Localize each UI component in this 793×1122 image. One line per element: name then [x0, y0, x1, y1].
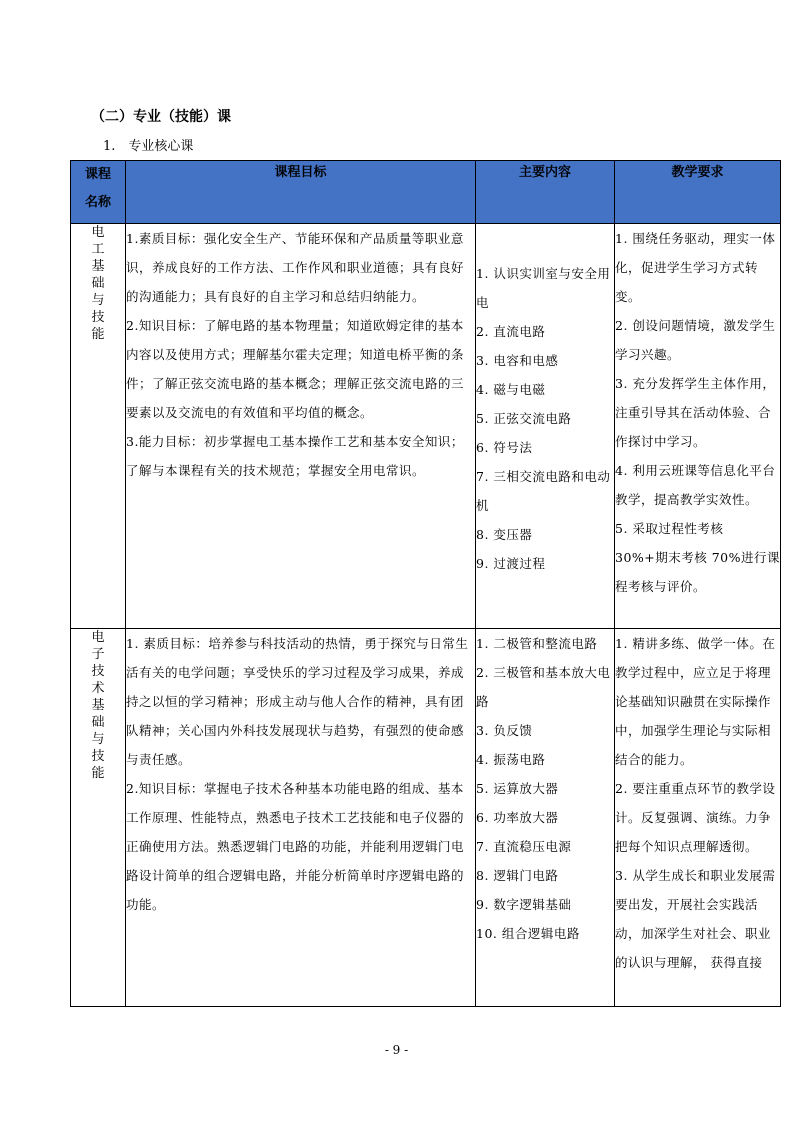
goal-paragraph: 2.知识目标：了解电路的基本物理量；知道欧姆定律的基本内容以及使用方式；理解基尔霍夫定理；知道电桥平衡的条件；了解正弦交流电路的基本概念；理解正弦交流电路的三要素以及交流电的有效值和平均值的概念。	[126, 318, 465, 420]
page-number: - 9 -	[384, 1043, 409, 1057]
content-item: 5. 正弦交流电路	[476, 411, 572, 426]
content-item: 8. 变压器	[476, 527, 533, 542]
content-item: 6. 符号法	[476, 440, 533, 455]
course-name-char: 电	[91, 225, 105, 240]
content-item: 2. 三极管和基本放大电路	[476, 665, 611, 709]
course-name-char: 技	[91, 749, 105, 764]
goal-paragraph: 3.能力目标：初步掌握电工基本操作工艺和基本安全知识；了解与本课程有关的技术规范；掌握安全用电常识。	[126, 434, 464, 478]
course-name-char: 技	[91, 310, 105, 325]
course-name-cell	[71, 629, 126, 1007]
content-item: 4. 振荡电路	[476, 752, 546, 767]
content-item: 9. 数字逻辑基础	[476, 897, 572, 912]
requirement-item: 5. 采取过程性考核 30%+期末考核 70%进行课程考核与评价。	[615, 521, 781, 594]
course-name-char: 与	[91, 732, 105, 747]
requirement-item: 4. 利用云班课等信息化平台教学，提高教学实效性。	[615, 463, 776, 507]
content-item: 1. 认识实训室与安全用电	[476, 266, 611, 310]
course-name-char: 能	[91, 766, 105, 781]
course-name-char: 电	[91, 630, 105, 645]
course-name-char: 术	[91, 681, 105, 696]
course-name-char: 技	[91, 664, 105, 679]
requirement-item: 1. 围绕任务驱动，理实一体化，促进学生学习方式转变。	[615, 231, 776, 304]
table-row	[71, 629, 781, 1007]
main-content-cell	[476, 629, 615, 1007]
header-course-name-line2: 名称	[84, 195, 111, 210]
header-course-name-line1: 课程	[84, 167, 111, 182]
header-teaching-requirement: 教学要求	[615, 161, 781, 224]
sub-title: 1. 专业核心课	[103, 139, 194, 154]
requirement-item: 2. 创设问题情境，激发学生学习兴趣。	[615, 318, 776, 362]
content-item: 1. 二极管和整流电路	[476, 636, 598, 651]
requirement-item: 2. 要注重重点环节的教学设计。反复强调、演练。力争把每个知识点理解透彻。	[615, 781, 776, 854]
requirement-item: 1. 精讲多练、做学一体。在教学过程中，应立足于将理论基础知识融贯在实际操作中，加强学生理论与实际相结合的能力。	[615, 636, 776, 767]
content-item: 7. 直流稳压电源	[476, 839, 572, 854]
course-name-char: 与	[91, 293, 105, 308]
goal-paragraph: 2.知识目标：掌握电子技术各种基本功能电路的组成、基本工作原理、性能特点，熟悉电子技术工艺技能和电子仪器的正确使用方法。熟悉逻辑门电路的功能，并能利用逻辑门电路设计简单的组合逻辑电路，并能分析简单时序逻辑电路的功能。	[126, 781, 465, 912]
course-goal-cell	[126, 224, 476, 629]
table-header-row	[71, 161, 781, 224]
content-item: 2. 直流电路	[476, 324, 546, 339]
teaching-requirement-cell	[615, 224, 781, 629]
course-name-char: 基	[91, 259, 105, 274]
content-item: 4. 磁与电磁	[476, 382, 546, 397]
content-item: 3. 电容和电感	[476, 353, 559, 368]
content-item: 10. 组合逻辑电路	[476, 926, 580, 941]
course-name-char: 子	[91, 647, 105, 662]
content-item: 8. 逻辑门电路	[476, 868, 559, 883]
content-item: 5. 运算放大器	[476, 781, 559, 796]
course-name-char: 基	[91, 698, 105, 713]
course-name-char: 能	[91, 327, 105, 342]
requirement-item: 3. 从学生成长和职业发展需要出发，开展社会实践活动，加深学生对社会、职业的认识与理解， 获得直接	[615, 868, 776, 970]
main-content-cell	[476, 224, 615, 629]
course-name-char: 础	[91, 276, 105, 291]
course-name-char: 工	[91, 242, 105, 257]
goal-paragraph: 1. 素质目标：培养参与科技活动的热情，勇于探究与日常生活有关的电学问题；享受快乐的学习过程及学习成果，养成持之以恒的学习精神；形成主动与他人合作的精神，具有团队精神；关心国内外科技发展现状与趋势，有强烈的使命感与责任感。	[126, 636, 469, 767]
header-main-content: 主要内容	[476, 161, 615, 224]
requirement-item: 3. 充分发挥学生主体作用，注重引导其在活动体验、合作探讨中学习。	[615, 376, 776, 449]
course-table	[70, 160, 781, 1007]
course-goal-cell	[126, 629, 476, 1007]
content-item: 6. 功率放大器	[476, 810, 559, 825]
content-item: 3. 负反馈	[476, 723, 533, 738]
section-title: （二）专业（技能）课	[91, 109, 231, 125]
goal-paragraph: 1.素质目标：强化安全生产、节能环保和产品质量等职业意识，养成良好的工作方法、工作作风和职业道德；具有良好的沟通能力；具有良好的自主学习和总结归纳能力。	[126, 231, 465, 304]
content-item: 7. 三相交流电路和电动机	[476, 469, 611, 513]
course-name-char: 础	[91, 715, 105, 730]
course-name-cell	[71, 224, 126, 629]
table-row	[71, 224, 781, 629]
header-course-goal: 课程目标	[126, 161, 476, 224]
teaching-requirement-cell	[615, 629, 781, 1007]
content-item: 9. 过渡过程	[476, 556, 546, 571]
header-course-name	[71, 161, 126, 224]
